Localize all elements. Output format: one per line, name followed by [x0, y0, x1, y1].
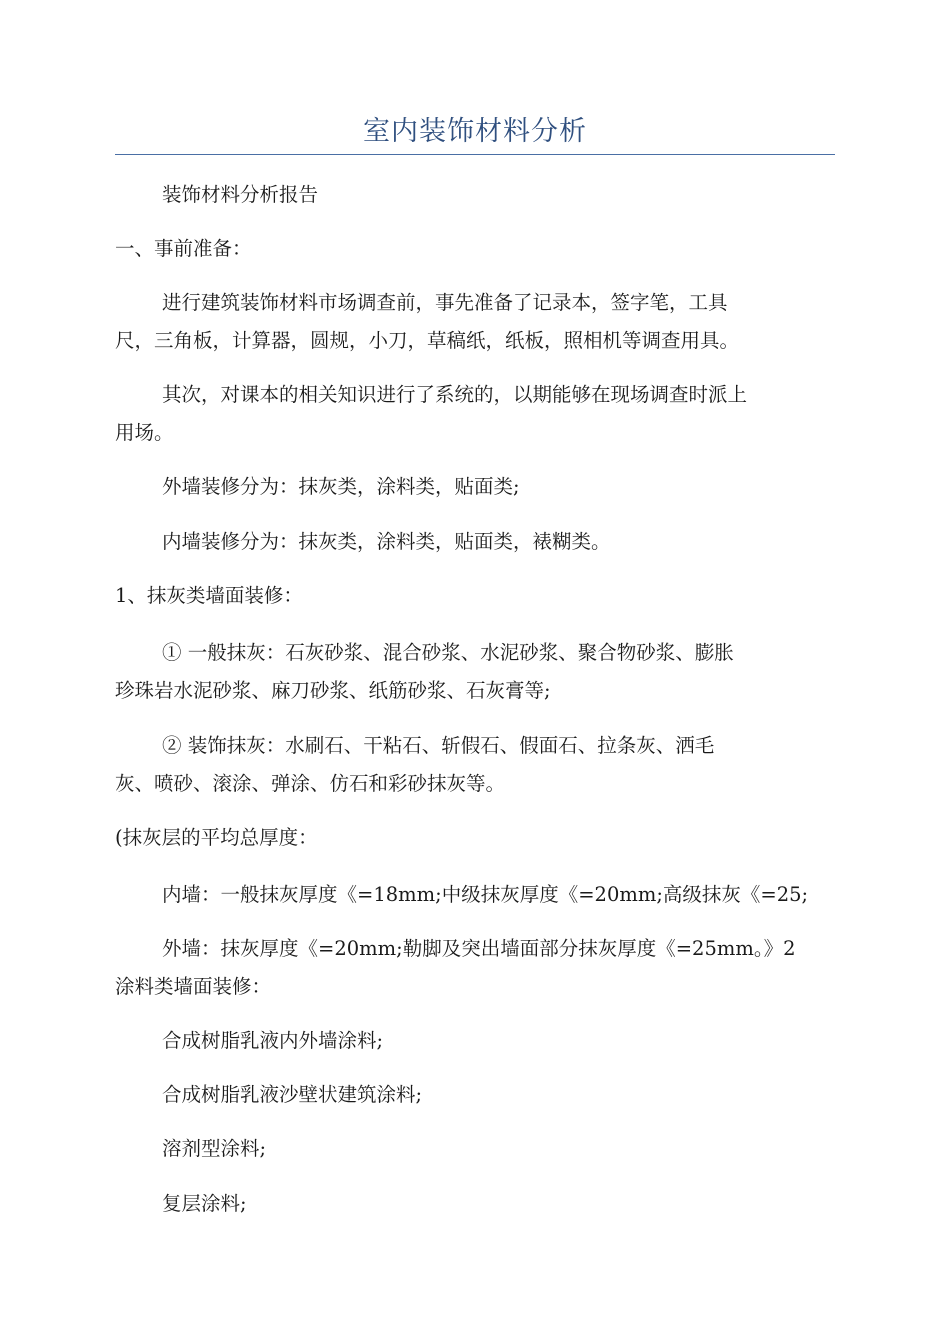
paragraph-line: 合成树脂乳液沙壁状建筑涂料; [162, 1083, 423, 1106]
paragraph-line: 合成树脂乳液内外墙涂料; [162, 1029, 384, 1052]
paragraph-line: 用场。 [115, 421, 174, 444]
paragraph-line: 溶剂型涂料; [162, 1137, 267, 1160]
paragraph-line: 外墙装修分为：抹灰类，涂料类，贴面类; [162, 475, 520, 498]
paragraph-line: ② 装饰抹灰：水刷石、干粘石、斩假石、假面石、拉条灰、洒毛 [162, 734, 715, 757]
paragraph-line: 其次，对课本的相关知识进行了系统的，以期能够在现场调查时派上 [162, 383, 748, 406]
paragraph-interior-wall [115, 523, 882, 561]
paragraph-line: 装饰材料分析报告 [162, 183, 319, 206]
title-underline [115, 154, 835, 155]
paragraph-exterior-thickness [115, 930, 835, 1006]
list-item-coating [115, 1076, 882, 1114]
paragraph-line: ① 一般抹灰：石灰砂浆、混合砂浆、水泥砂浆、聚合物砂浆、膨胀 [162, 641, 734, 664]
paragraph-line: 内墙装修分为：抹灰类，涂料类，贴面类，裱糊类。 [162, 530, 611, 553]
paragraph-knowledge [115, 376, 835, 452]
paragraph-general-plaster [115, 634, 835, 710]
paragraph-line: 一、事前准备： [115, 237, 252, 260]
list-item-coating [115, 1185, 882, 1223]
section-heading-preparation [115, 230, 835, 268]
paragraph-line: 进行建筑装饰材料市场调查前，事先准备了记录本，签字笔，工具 [162, 291, 728, 314]
paragraph-thickness-heading [115, 819, 835, 857]
paragraph-interior-thickness [115, 876, 882, 914]
paragraph-line: 内墙：一般抹灰厚度《=18mm;中级抹灰厚度《=20mm;高级抹灰《=25; [162, 883, 809, 906]
paragraph-line: 灰、喷砂、滚涂、弹涂、仿石和彩砂抹灰等。 [115, 772, 506, 795]
paragraph-line: 涂料类墙面装修： [115, 975, 272, 998]
paragraph-decorative-plaster [115, 727, 835, 803]
paragraph-line: 尺，三角板，计算器，圆规，小刀，草稿纸，纸板，照相机等调查用具。 [115, 329, 740, 352]
paragraph-line: (抹灰层的平均总厚度： [115, 826, 318, 849]
paragraph-tools [115, 284, 835, 360]
paragraph-report-heading [115, 176, 882, 214]
paragraph-line: 珍珠岩水泥砂浆、麻刀砂浆、纸筋砂浆、石灰膏等; [115, 679, 551, 702]
paragraph-line: 外墙：抹灰厚度《=20mm;勒脚及突出墙面部分抹灰厚度《=25mm。》2 [162, 937, 796, 960]
document-title: 室内装饰材料分析 [363, 116, 587, 147]
section-heading-plaster [115, 577, 835, 615]
paragraph-exterior-wall [115, 468, 882, 506]
list-item-coating [115, 1022, 882, 1060]
paragraph-line: 1、抹灰类墙面装修： [115, 584, 303, 607]
paragraph-line: 复层涂料; [162, 1192, 247, 1215]
list-item-coating [115, 1130, 882, 1168]
